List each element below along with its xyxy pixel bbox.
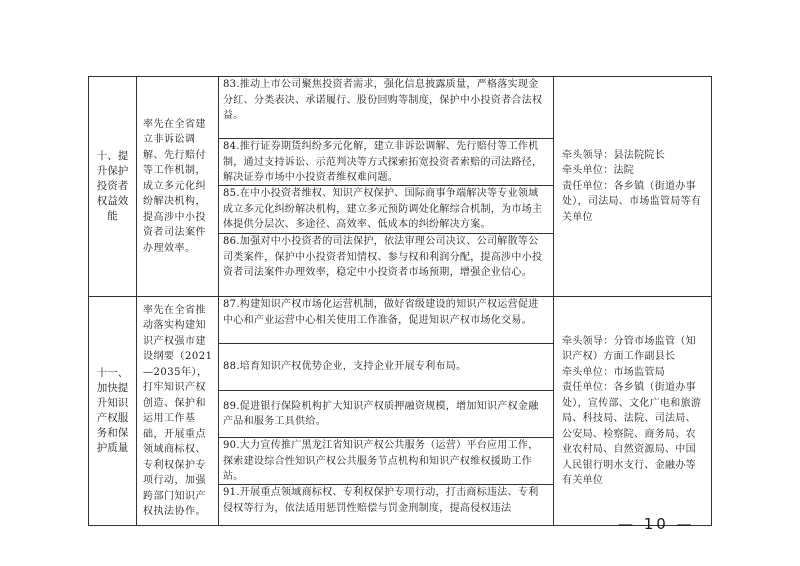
task-item: 88.培育知识产权优势企业，支持企业开展专利布局。: [219, 344, 553, 391]
task-item: 87.构建知识产权市场化运营机制，做好省级建设的知识产权运营促进中心和产业运营中心相关使用工作准备，促进知识产权市场化交易。: [219, 297, 553, 344]
goal-cell: [137, 77, 219, 297]
category-cell: [89, 297, 137, 526]
lead-leader: 牵头领导：分管市场监管（知识产权）方面工作副县长: [562, 335, 696, 362]
task-item: 86.加强对中小投资者的司法保护，依法审理公司决议、公司解散等公司类案件，保护中小投资者知情权、参与权和利润分配，提高涉中小投资者司法案件办理效率，稳定中小投资者市场预期，增强企业信心。: [223, 236, 543, 278]
category-label: 十一、加快提升知识产权服务和保护质量: [96, 367, 129, 454]
policy-task-table: [88, 76, 712, 526]
goal-text: 率先在全省建立非诉讼调解、先行赔付等工作机制，成立多元化纠纷解决机构，提高涉中小投资者司法案件办理效率。: [143, 118, 206, 254]
category-label: 十、提升保护投资者权益效能: [96, 150, 129, 222]
table-row: [89, 77, 712, 297]
page-number: — 10 —: [618, 515, 695, 533]
task-item: 85.在中小投资者维权、知识产权保护、国际商事争端解决等专业领域成立多元化纠纷解决机构，建立多元预防调处化解综合机制，为市场主体提供分层次、多途径、高效率、低成本的纠纷解决方案。: [219, 186, 553, 234]
category-cell: [89, 77, 137, 297]
responsibility-cell: [554, 77, 712, 297]
task-item: 90.大力宣传推广黑龙江省知识产权公共服务（运营）平台应用工作，探索建设综合性知识产权公共服务节点机构和知识产权维权援助工作站。: [219, 438, 553, 485]
responsibility-cell: [554, 297, 712, 526]
lead-unit: 牵头单位：法院: [562, 165, 635, 177]
responsible-units: 责任单位：各乡镇（街道办事处），司法局、市场监管局等有关单位: [562, 180, 702, 223]
responsibility-text: [554, 334, 711, 489]
responsibility-text: [554, 148, 711, 226]
task-item: 89.促进银行保险机构扩大知识产权质押融资规模，增加知识产权金融产品和服务工具供给。: [219, 391, 553, 438]
responsible-units: 责任单位：各乡镇（街道办事处），宣传部、文化广电和旅游局、科技局、法院、司法局、公安局、检察院、商务局、农业农村局、自然资源局、中国人民银行明水支行、金融办等有关单位: [562, 382, 702, 486]
task-item: 83.推动上市公司聚焦投资者需求，强化信息披露质量，严格落实现金分红、分类表决、承诺履行、股份回购等制度，保护中小投资者合法权益。: [219, 77, 553, 139]
lead-leader: 牵头领导：县法院院长: [562, 149, 665, 161]
tasks-cell: [219, 77, 554, 297]
table-row: [89, 297, 712, 526]
goal-text: 率先在全省推动落实构建知识产权强市建设纲要（2021—2035年），打牢知识产权创造、保护和运用工作基础，开展重点领域商标权、专利权保护专项行动，加强跨部门知识产权执法协作。: [143, 304, 213, 517]
lead-unit: 牵头单位：市场监管局: [562, 366, 665, 378]
tasks-cell: [219, 297, 554, 526]
task-item: 91.开展重点领域商标权、专利权保护专项行动，打击商标违法、专利侵权等行为，依法适用惩罚性赔偿与罚金刑制度，提高侵权违法: [223, 487, 539, 514]
goal-cell: [137, 297, 219, 526]
task-item: 84.推行证券期货纠纷多元化解，建立非诉讼调解、先行赔付等工作机制，通过支持诉讼、示范判决等方式探索拓宽投资者索赔的司法路径，解决证券市场中小投资者维权难问题。: [219, 139, 553, 186]
